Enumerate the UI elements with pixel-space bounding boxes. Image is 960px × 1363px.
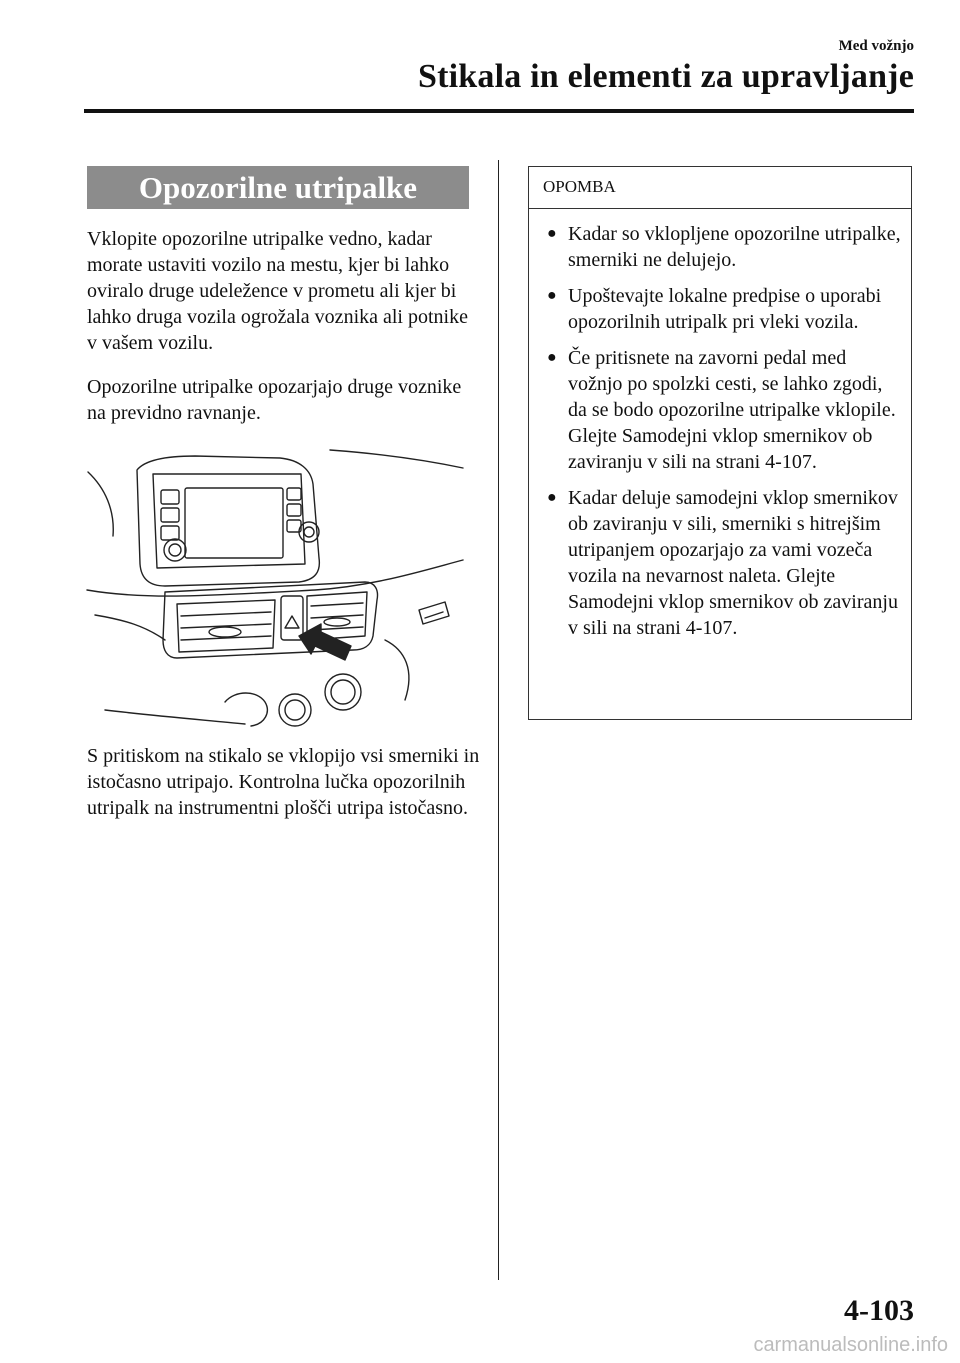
note-item-text: Upoštevajte lokalne predpise o uporabi opozorilnih utripalk pri vleki vozila. [568, 285, 882, 333]
note-heading: OPOMBA [529, 167, 911, 209]
header-section-label: Med vožnjo [838, 38, 914, 54]
bullet-icon: ● [547, 349, 557, 366]
watermark: carmanualsonline.info [753, 1334, 948, 1356]
bullet-icon: ● [547, 287, 557, 304]
page-number: 4-103 [844, 1294, 914, 1327]
note-item [543, 345, 903, 475]
note-item [543, 221, 903, 273]
paragraph-intro: Vklopite opozorilne utripalke vedno, kadar morate ustaviti vozilo na mestu, kjer bi lahko oviralo druge udeležence v prometu ali kjer bi lahko druga vozila ogrožala voznika ali potnike v vašem vozilu. [87, 228, 468, 354]
section-title: Opozorilne utripalke [87, 166, 469, 209]
note-box [528, 166, 912, 720]
bullet-icon: ● [547, 489, 557, 506]
bullet-icon: ● [547, 225, 557, 242]
note-item-text: Če pritisnete na zavorni pedal med vožnjo po spolzki cesti, se lahko zgodi, da se bodo opozorilne utripalke vklopile. Glejte Samodejni vklop smernikov ob zaviranju v sili na strani 4-107. [568, 347, 896, 473]
note-item [543, 283, 903, 335]
paragraph-operation: S pritiskom na stikalo se vklopijo vsi smerniki in istočasno utripajo. Kontrolna lučka opozorilnih utripalk na instrumentni plošči utripa istočasno. [87, 745, 480, 819]
column-divider [498, 160, 499, 1280]
header-title: Stikala in elementi za upravljanje [418, 58, 914, 95]
note-item-text: Kadar so vklopljene opozorilne utripalke, smerniki ne delujejo. [568, 223, 901, 271]
hazard-switch-illustration [85, 440, 465, 730]
note-item-text: Kadar deluje samodejni vklop smernikov ob zaviranju v sili, smerniki s hitrejšim utripanjem opozarjajo za vami vozeča vozila na nevarnost naleta. Glejte Samodejni vklop smernikov ob zaviranju v sili na strani 4-107. [568, 487, 898, 639]
note-item [543, 485, 903, 641]
note-list [529, 209, 911, 641]
header-rule [84, 109, 914, 113]
paragraph-warning: Opozorilne utripalke opozarjajo druge voznike na previdno ravnanje. [87, 376, 462, 424]
